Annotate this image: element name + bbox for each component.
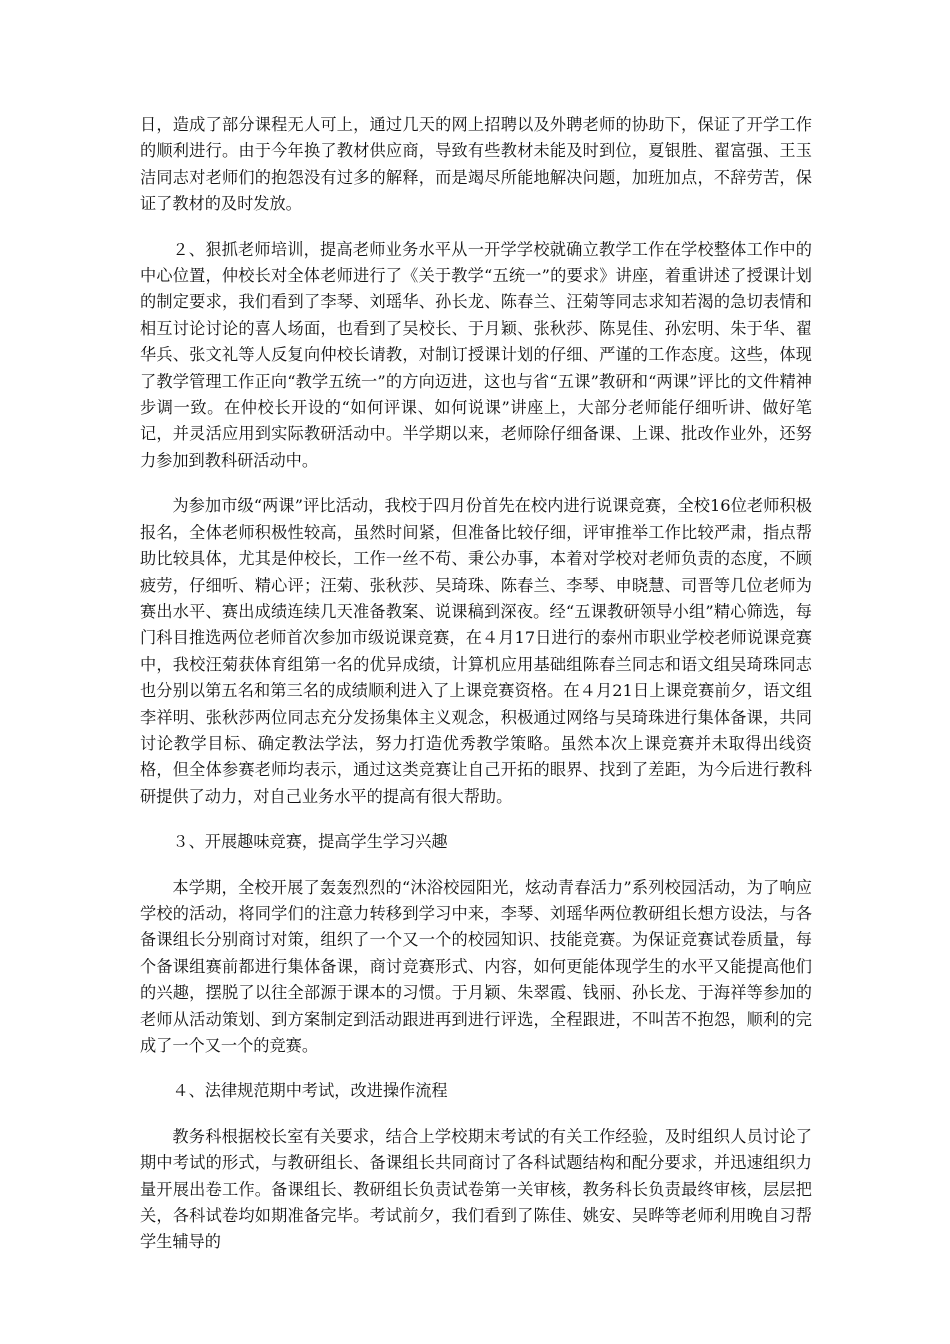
- paragraph-exam-procedure: 教务科根据校长室有关要求，结合上学校期末考试的有关工作经验，及时组织人员讨论了期中考试的形式，与教研组长、备课组长共同商讨了各科试题结构和配分要求，并迅速组织力量开展出卷工作。备课组长、教研组长负责试卷第一关审核，教务科长负责最终审核，层层把关，各科试卷均如期准备完毕。考试前夕，我们看到了陈佳、姚安、吴晔等老师利用晚自习帮学生辅导的: [140, 1126, 812, 1252]
- paragraph-campus-activities: 本学期，全校开展了轰轰烈烈的“沐浴校园阳光，炫动青春活力”系列校园活动，为了响应学校的活动，将同学们的注意力转移到学习中来，李琴、刘瑶华两位教研组长想方设法，与各备课组长分别商讨对策，组织了一个又一个的校园知识、技能竞赛。为保证竞赛试卷质量，每个备课组赛前都进行集体备课，商讨竞赛形式、内容，如何更能体现学生的水平又能提高他们的兴趣，摆脱了以往全部源于课本的习惯。于月颖、朱翠霞、钱丽、孙长龙、于海祥等参加的老师从活动策划、到方案制定到活动跟进再到进行评选，全程跟进，不叫苦不抱怨，顺利的完成了一个又一个的竞赛。: [140, 877, 812, 1055]
- paragraph-continuation: 日，造成了部分课程无人可上，通过几天的网上招聘以及外聘老师的协助下，保证了开学工作的顺利进行。由于今年换了教材供应商，导致有些教材未能及时到位，夏银胜、翟富强、王玉洁同志对老师们的抱怨没有过多的解释，而是竭尽所能地解决问题，加班加点，不辞劳苦，保证了教材的及时发放。: [140, 115, 812, 214]
- section-heading-competitions: ３、开展趣味竞赛，提高学生学习兴趣: [172, 832, 448, 852]
- document-body: [140, 112, 812, 1275]
- paragraph-teacher-training: ２、狠抓老师培训，提高老师业务水平从一开学学校就确立教学工作在学校整体工作中的中心位置，仲校长对全体老师进行了《关于教学“五统一”的要求》讲座，着重讲述了授课计划的制定要求，我们看到了李琴、刘瑶华、孙长龙、陈春兰、汪菊等同志求知若渴的急切表情和相互讨论讨论的喜人场面，也看到了吴校长、于月颖、张秋莎、陈晃佳、孙宏明、朱于华、翟华兵、张文礼等人反复向仲校长请教，对制订授课计划的仔细、严谨的工作态度。这些，体现了教学管理工作正向“教学五统一”的方向迈进，这也与省“五课”教研和“两课”评比的文件精神步调一致。在仲校长开设的“如何评课、如何说课”讲座上，大部分老师能仔细听讲、做好笔记，并灵活应用到实际教研活动中。半学期以来，老师除仔细备课、上课、批改作业外，还努力参加到教科研活动中。: [140, 239, 812, 470]
- section-heading-midterm-exam: ４、法律规范期中考试，改进操作流程: [172, 1081, 448, 1101]
- paragraph-lecture-competition: 为参加市级“两课”评比活动，我校于四月份首先在校内进行说课竞赛，全校16位老师积极报名，全体老师积极性较高，虽然时间紧，但准备比较仔细，评审推举工作比较严肃，指点帮助比较具体，尤其是仲校长，工作一丝不苟、秉公办事，本着对学校对老师负责的态度，不顾疲劳，仔细听、精心评；汪菊、张秋莎、吴琦珠、陈春兰、李琴、申晓慧、司晋等几位老师为赛出水平、赛出成绩连续几天准备教案、说课稿到深夜。经“五课教研领导小组”精心筛选，每门科目推选两位老师首次参加市级说课竞赛，在４月17日进行的泰州市职业学校老师说课竞赛中，我校汪菊获体育组第一名的优异成绩，计算机应用基础组陈春兰同志和语文组吴琦珠同志也分别以第五名和第三名的成绩顺利进入了上课竞赛资格。在４月21日上课竞赛前夕，语文组李祥明、张秋莎两位同志充分发扬集体主义观念，积极通过网络与吴琦珠进行集体备课，共同讨论教学目标、确定教法学法，努力打造优秀教学策略。虽然本次上课竞赛并未取得出线资格，但全体参赛老师均表示，通过这类竞赛让自己开拓的眼界、找到了差距，为今后进行教科研提供了动力，对自己业务水平的提高有很大帮助。: [140, 496, 812, 806]
